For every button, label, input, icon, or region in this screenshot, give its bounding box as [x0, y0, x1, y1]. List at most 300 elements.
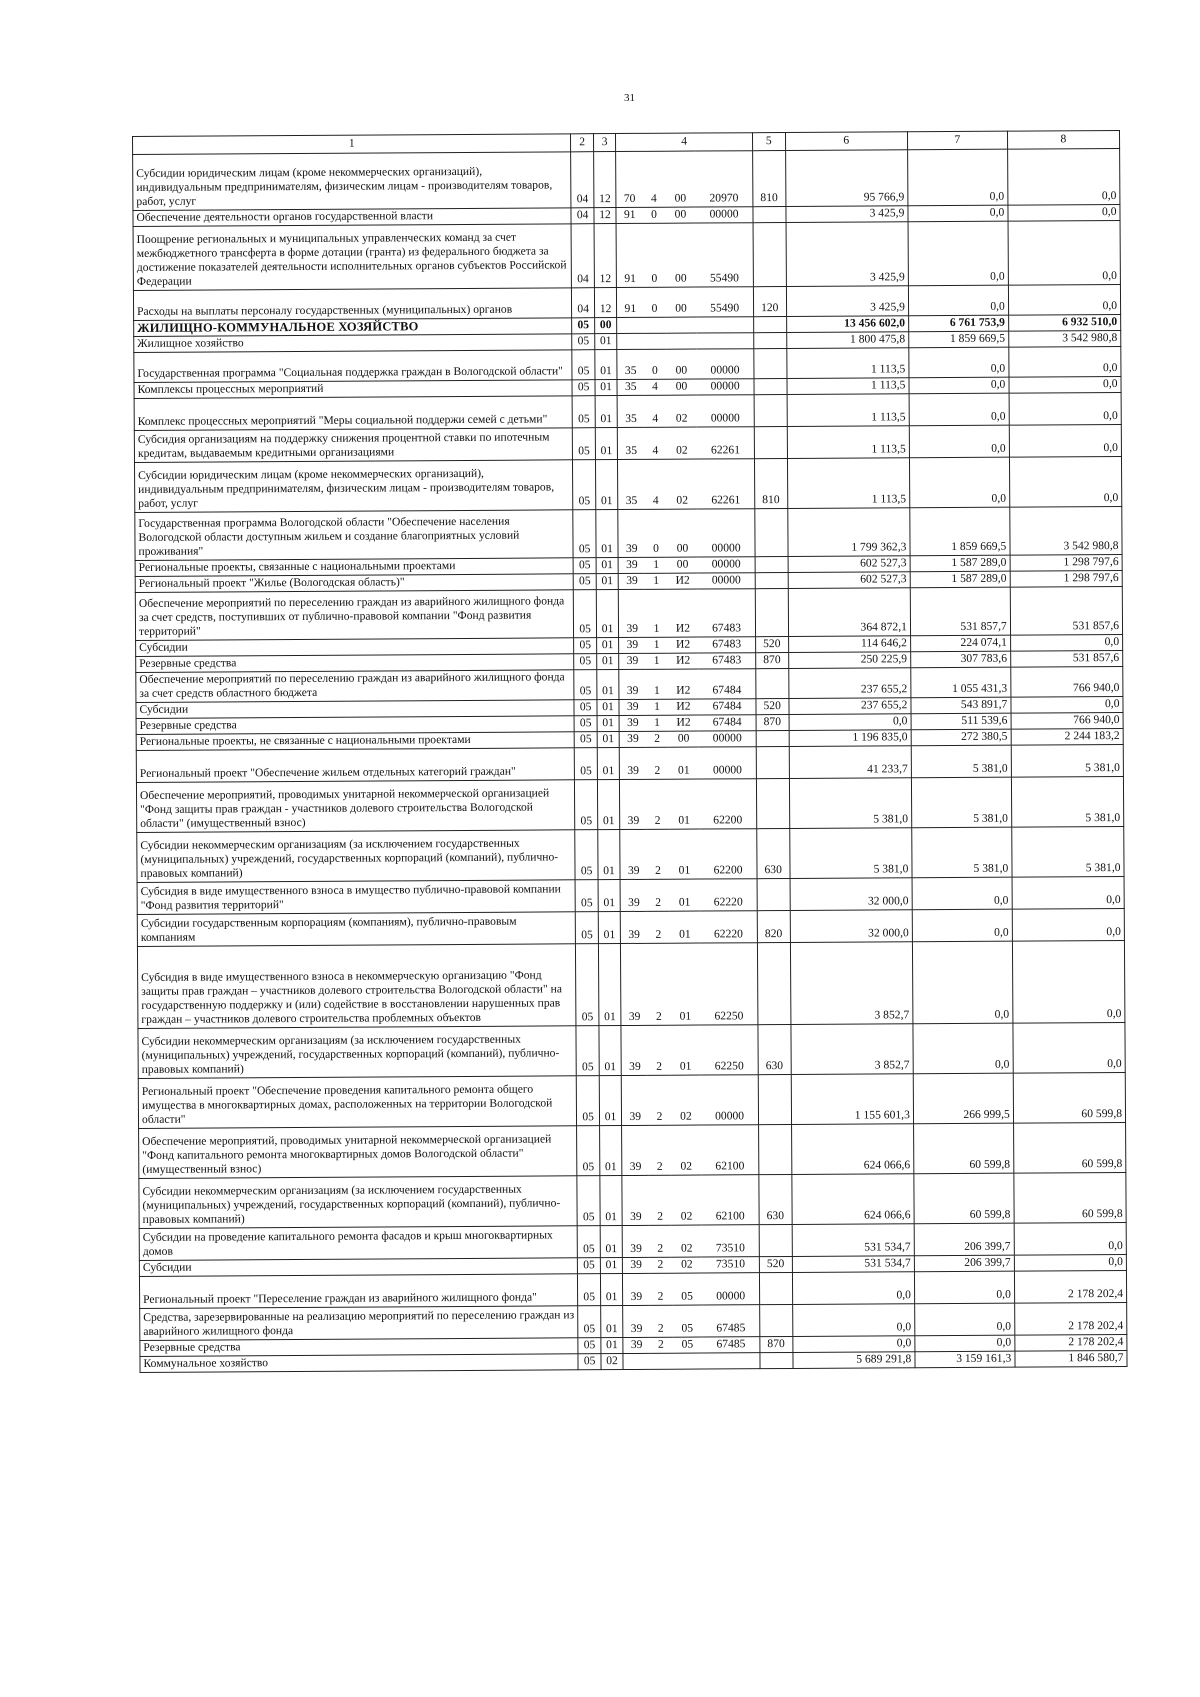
target-code-part-2: 2 — [649, 1305, 672, 1337]
target-code-part-2: 2 — [649, 1273, 672, 1305]
amount-year2-cell: 60 599,8 — [913, 1123, 1013, 1174]
amount-year2-cell: 0,0 — [912, 877, 1012, 910]
amount-year3-cell: 3 542 980,8 — [1008, 330, 1120, 347]
amount-year2-cell: 0,0 — [909, 377, 1009, 394]
header-cell-7: 7 — [907, 131, 1007, 150]
target-code-part-3: 00 — [666, 379, 697, 395]
target-code-part-1: 91 — [617, 287, 644, 317]
target-code-part-1: 35 — [618, 427, 645, 459]
target-code-part-4 — [696, 317, 753, 333]
target-code-part-4: 00000 — [697, 349, 754, 379]
target-code-part-4: 00000 — [697, 379, 754, 395]
amount-year1-cell: 5 381,0 — [789, 828, 912, 879]
target-code-part-4: 62200 — [699, 829, 756, 879]
target-code-part-3: 00 — [667, 557, 698, 573]
target-code-part-3: 05 — [672, 1273, 703, 1305]
row-name-cell: Резервные средства — [140, 1338, 578, 1357]
amount-year1-cell: 1 196 835,0 — [789, 730, 911, 747]
row-name-cell: Обеспечение мероприятий, проводимых унитарной некоммерческой организацией "Фонд капитального ремонта многоквартирных домов Вологодской области" (имущественный взнос) — [139, 1126, 578, 1179]
expense-type-cell: 810 — [752, 151, 785, 207]
table-row — [136, 776, 1123, 832]
amount-year1-cell: 3 852,7 — [790, 942, 913, 1025]
target-code-part-1: 39 — [620, 829, 647, 879]
expense-type-cell — [756, 730, 789, 746]
amount-year1-cell: 3 425,9 — [786, 222, 909, 287]
target-code-part-4: 62220 — [700, 879, 757, 911]
amount-year2-cell: 5 381,0 — [911, 777, 1011, 828]
section-code-cell: 05 — [572, 380, 595, 396]
amount-year1-cell: 1 799 362,3 — [787, 508, 910, 557]
header-cell-5: 5 — [752, 133, 785, 151]
section-code-cell: 05 — [573, 510, 596, 558]
header-cell-6: 6 — [785, 132, 907, 151]
amount-year1-cell: 602 527,3 — [788, 556, 910, 573]
target-code-part-2: 1 — [646, 715, 669, 731]
subsection-code-cell: 01 — [598, 880, 621, 912]
target-code-part-2: 2 — [646, 731, 669, 747]
section-code-cell: 05 — [578, 1274, 601, 1306]
row-name-cell: ЖИЛИЩНО-КОММУНАЛЬНОЕ ХОЗЯЙСТВО — [134, 318, 572, 337]
amount-year1-cell: 32 000,0 — [790, 878, 913, 911]
row-name-cell: Субсидии государственным корпорациям (компаниям), публично-правовым компаниям — [137, 912, 576, 947]
amount-year3-cell: 0,0 — [1008, 220, 1121, 285]
amount-year3-cell: 60 599,8 — [1013, 1122, 1126, 1173]
target-code-part-3: 01 — [669, 779, 700, 829]
section-code-cell: 04 — [571, 224, 594, 288]
expense-type-cell — [755, 557, 788, 573]
target-code-part-2: 2 — [650, 1337, 673, 1353]
subsection-code-cell: 01 — [596, 654, 619, 670]
target-code-part-4: 73510 — [702, 1225, 759, 1257]
table-row — [139, 1172, 1126, 1228]
table-row — [135, 586, 1122, 640]
target-code-part-3: 00 — [668, 731, 699, 747]
amount-year1-cell: 32 000,0 — [790, 910, 913, 943]
target-code-part-4: 00000 — [702, 1273, 759, 1305]
target-code-part-2: 0 — [643, 223, 666, 287]
target-code-part-4: 62250 — [701, 1025, 758, 1075]
subsection-code-cell: 01 — [596, 510, 619, 558]
target-code-part-3: 00 — [665, 207, 696, 223]
target-code-part-3: И2 — [668, 669, 699, 699]
amount-year2-cell: 531 857,7 — [910, 587, 1010, 636]
amount-year3-cell: 0,0 — [1008, 284, 1120, 315]
amount-year2-cell: 272 380,5 — [911, 729, 1011, 746]
expense-type-cell — [756, 669, 789, 699]
amount-year1-cell: 1 113,5 — [787, 426, 910, 459]
section-code-cell: 05 — [578, 1338, 601, 1354]
expense-type-cell — [754, 317, 787, 333]
expense-type-cell — [757, 942, 790, 1024]
row-name-cell: Субсидии — [136, 700, 574, 719]
subsection-code-cell: 01 — [597, 732, 620, 748]
amount-year3-cell: 0,0 — [1007, 148, 1120, 205]
target-code-part-1: 39 — [620, 779, 647, 829]
expense-type-cell: 870 — [756, 715, 789, 731]
amount-year3-cell: 0,0 — [1011, 696, 1123, 713]
target-code-part-3: 01 — [670, 943, 701, 1025]
amount-year2-cell: 206 399,7 — [914, 1255, 1014, 1272]
table-row — [137, 940, 1124, 1028]
target-code-part-2: 1 — [646, 669, 669, 699]
target-code-part-4: 62250 — [700, 943, 758, 1025]
amount-year2-cell: 1 587 289,0 — [910, 555, 1010, 572]
expense-type-cell — [760, 1352, 793, 1368]
amount-year3-cell: 1 846 580,7 — [1015, 1350, 1127, 1367]
target-code-part-1: 39 — [618, 509, 645, 557]
table-row — [139, 1122, 1126, 1178]
header-cell-2: 2 — [571, 134, 594, 152]
amount-year3-cell: 0,0 — [1009, 424, 1121, 457]
subsection-code-cell: 01 — [600, 1258, 623, 1274]
expense-type-cell: 630 — [758, 1024, 791, 1074]
header-cell-3: 3 — [593, 134, 616, 152]
target-code-part-4: 00000 — [701, 1075, 758, 1125]
amount-year2-cell: 1 055 431,3 — [911, 667, 1011, 698]
section-code-cell: 05 — [572, 318, 595, 334]
amount-year3-cell: 766 940,0 — [1011, 712, 1123, 729]
subsection-code-cell: 01 — [595, 334, 618, 350]
expense-type-cell — [754, 333, 787, 349]
target-code-part-4: 20970 — [695, 151, 752, 207]
amount-year2-cell: 3 159 161,3 — [915, 1351, 1015, 1368]
amount-year1-cell: 95 766,9 — [785, 150, 908, 207]
amount-year1-cell: 602 527,3 — [788, 572, 910, 589]
section-code-cell: 05 — [577, 1176, 600, 1226]
target-code-part-2: 2 — [647, 911, 670, 943]
expense-type-cell — [757, 878, 790, 910]
expense-type-cell — [754, 427, 787, 459]
expense-type-cell: 870 — [756, 653, 789, 669]
target-code-part-3: 01 — [668, 747, 699, 779]
section-code-cell: 05 — [578, 1258, 601, 1274]
amount-year2-cell: 0,0 — [908, 205, 1008, 222]
section-code-cell: 05 — [574, 716, 597, 732]
amount-year2-cell: 511 539,6 — [911, 713, 1011, 730]
target-code-part-4: 62100 — [701, 1125, 758, 1175]
target-code-part-2: 4 — [642, 151, 665, 207]
target-code-part-4: 55490 — [696, 223, 754, 287]
section-code-cell: 05 — [575, 732, 598, 748]
target-code-part-1: 35 — [617, 395, 644, 427]
target-code-part-2: 2 — [646, 779, 669, 829]
section-code-cell: 05 — [572, 350, 595, 380]
subsection-code-cell: 01 — [598, 912, 621, 944]
amount-year3-cell: 0,0 — [1009, 346, 1121, 377]
table-row — [135, 506, 1122, 560]
target-code-part-2: 0 — [644, 349, 667, 379]
row-name-cell: Государственная программа Вологодской области "Обеспечение населения Вологодской области доступным жильем и создание благоприятных условий проживания" — [135, 510, 574, 561]
target-code-part-4: 00000 — [698, 557, 755, 573]
amount-year2-cell: 1 859 669,5 — [910, 507, 1010, 556]
target-code-part-1: 91 — [616, 223, 643, 287]
expense-type-cell — [755, 589, 788, 637]
row-name-cell: Субсидии некоммерческим организациям (за исключением государственных (муниципальных) учреждений, государственных корпораций (компаний), публично-правовых компаний) — [139, 1176, 578, 1229]
target-code-part-4: 55490 — [696, 287, 753, 317]
target-code-part-2: 2 — [648, 1075, 671, 1125]
target-code-part-4: 00000 — [697, 395, 754, 427]
target-code-part-4 — [696, 333, 753, 349]
target-code-part-3: И2 — [667, 573, 698, 589]
amount-year3-cell: 5 381,0 — [1011, 744, 1123, 777]
section-code-cell: 05 — [575, 880, 598, 912]
amount-year1-cell: 531 534,7 — [792, 1256, 914, 1273]
subsection-code-cell: 01 — [599, 1076, 622, 1126]
target-code-part-2: 2 — [649, 1175, 672, 1225]
amount-year2-cell: 1 859 669,5 — [909, 331, 1009, 348]
expense-type-cell: 630 — [759, 1174, 792, 1224]
expense-type-cell — [760, 1304, 793, 1336]
target-code-part-3: 01 — [670, 1025, 701, 1075]
amount-year3-cell: 1 298 797,6 — [1010, 554, 1122, 571]
row-name-cell: Средства, зарезервированные на реализацию мероприятий по переселению граждан из аварийного жилищного фонда — [140, 1306, 579, 1341]
row-name-cell: Обеспечение деятельности органов государственной власти — [133, 208, 571, 227]
budget-table — [132, 130, 1128, 1373]
amount-year3-cell: 2 178 202,4 — [1015, 1334, 1127, 1351]
target-code-part-4: 67483 — [698, 589, 755, 637]
amount-year2-cell: 5 381,0 — [911, 745, 1011, 778]
amount-year3-cell: 531 857,6 — [1010, 586, 1123, 635]
target-code-part-1: 39 — [622, 1125, 649, 1175]
row-name-cell: Субсидии — [139, 1258, 577, 1277]
target-code-part-4: 00000 — [696, 207, 753, 223]
subsection-code-cell: 00 — [594, 318, 617, 334]
amount-year1-cell: 3 425,9 — [785, 206, 907, 223]
row-name-cell: Коммунальное хозяйство — [140, 1354, 578, 1373]
expense-type-cell — [758, 1074, 791, 1124]
section-code-cell: 05 — [573, 558, 596, 574]
target-code-part-1: 39 — [619, 637, 646, 653]
target-code-part-3: 02 — [666, 427, 697, 459]
amount-year1-cell: 0,0 — [789, 714, 911, 731]
amount-year1-cell: 114 646,2 — [788, 636, 910, 653]
target-code-part-3 — [672, 1353, 703, 1369]
amount-year3-cell: 60 599,8 — [1014, 1172, 1127, 1223]
budget-table-wrapper — [132, 130, 1128, 1373]
subsection-code-cell: 12 — [593, 152, 616, 208]
row-name-cell: Обеспечение мероприятий по переселению граждан из аварийного жилищного фонда за счет средств, поступивших от публично-правовой компании "Фонд развития территорий" — [135, 590, 574, 641]
amount-year1-cell: 624 066,6 — [791, 1174, 914, 1225]
amount-year3-cell: 531 857,6 — [1010, 650, 1122, 667]
amount-year1-cell: 1 113,5 — [787, 394, 910, 427]
amount-year2-cell: 224 074,1 — [910, 635, 1010, 652]
target-code-part-1: 39 — [619, 653, 646, 669]
section-code-cell: 05 — [576, 912, 599, 944]
table-row — [138, 1022, 1125, 1078]
amount-year2-cell: 6 761 753,9 — [908, 315, 1008, 332]
target-code-part-1: 39 — [620, 879, 647, 911]
subsection-code-cell: 01 — [597, 700, 620, 716]
target-code-part-1: 39 — [623, 1337, 650, 1353]
row-name-cell: Субсидия в виде имущественного взноса в имущество публично-правовой компании "Фонд развития территорий" — [137, 880, 576, 915]
section-code-cell: 04 — [572, 288, 595, 318]
target-code-part-2: 2 — [648, 1125, 671, 1175]
expense-type-cell — [756, 746, 789, 778]
section-code-cell: 05 — [575, 830, 598, 880]
target-code-part-1: 39 — [618, 573, 645, 589]
target-code-part-4: 00000 — [699, 747, 756, 779]
subsection-code-cell: 01 — [595, 460, 618, 510]
amount-year3-cell: 1 298 797,6 — [1010, 570, 1122, 587]
target-code-part-1 — [617, 317, 644, 333]
amount-year3-cell: 6 932 510,0 — [1008, 314, 1120, 331]
target-code-part-1: 35 — [617, 379, 644, 395]
target-code-part-1: 39 — [621, 943, 648, 1025]
row-name-cell: Субсидии некоммерческим организациям (за исключением государственных (муниципальных) учреждений, государственных корпораций (компаний), публично-правовых компаний) — [137, 830, 576, 883]
section-code-cell: 05 — [573, 396, 596, 428]
subsection-code-cell: 01 — [597, 716, 620, 732]
target-code-part-1: 39 — [623, 1305, 650, 1337]
row-name-cell: Жилищное хозяйство — [134, 334, 572, 353]
section-code-cell: 05 — [574, 574, 597, 590]
amount-year2-cell: 0,0 — [915, 1303, 1015, 1336]
expense-type-cell: 520 — [756, 699, 789, 715]
target-code-part-1: 39 — [619, 699, 646, 715]
target-code-part-2: 1 — [645, 637, 668, 653]
target-code-part-2: 4 — [644, 427, 667, 459]
expense-type-cell — [755, 509, 788, 557]
section-code-cell: 05 — [578, 1226, 601, 1258]
target-code-part-3: 02 — [666, 395, 697, 427]
expense-type-cell: 120 — [753, 287, 786, 317]
subsection-code-cell: 01 — [599, 1126, 622, 1176]
target-code-part-1: 35 — [617, 349, 644, 379]
expense-type-cell — [759, 1224, 792, 1256]
target-code-part-3: 02 — [671, 1125, 702, 1175]
section-code-cell: 05 — [575, 748, 598, 780]
target-code-part-4 — [703, 1353, 760, 1369]
expense-type-cell — [756, 778, 789, 828]
target-code-part-1: 39 — [619, 715, 646, 731]
target-code-part-3: И2 — [668, 637, 699, 653]
header-cell-1: 1 — [133, 134, 572, 155]
section-code-cell: 04 — [571, 208, 594, 224]
amount-year3-cell: 0,0 — [1008, 204, 1120, 221]
section-code-cell: 05 — [574, 654, 597, 670]
target-code-part-3: 00 — [665, 223, 696, 287]
target-code-part-4: 67484 — [699, 669, 756, 699]
amount-year3-cell: 0,0 — [1012, 876, 1124, 909]
subsection-code-cell: 01 — [600, 1226, 623, 1258]
amount-year2-cell: 0,0 — [907, 149, 1007, 206]
amount-year1-cell: 3 852,7 — [790, 1024, 913, 1075]
amount-year2-cell: 0,0 — [915, 1335, 1015, 1352]
target-code-part-1: 39 — [620, 911, 647, 943]
target-code-part-4: 67485 — [702, 1305, 759, 1337]
target-code-part-1: 35 — [618, 459, 645, 509]
amount-year2-cell: 0,0 — [909, 457, 1009, 508]
expense-type-cell — [754, 349, 787, 379]
target-code-part-3 — [666, 317, 697, 333]
target-code-part-3: 02 — [671, 1225, 702, 1257]
amount-year3-cell: 3 542 980,8 — [1010, 506, 1123, 555]
row-name-cell: Региональные проекты, не связанные с национальными проектами — [136, 732, 574, 751]
target-code-part-3: 00 — [665, 151, 696, 207]
amount-year3-cell: 0,0 — [1013, 1022, 1126, 1073]
expense-type-cell — [758, 1124, 791, 1174]
table-row — [133, 220, 1120, 290]
subsection-code-cell: 01 — [598, 830, 621, 880]
target-code-part-4: 00000 — [698, 573, 755, 589]
amount-year3-cell: 0,0 — [1014, 1222, 1126, 1255]
amount-year1-cell: 3 425,9 — [786, 286, 909, 317]
target-code-part-1: 39 — [623, 1273, 650, 1305]
row-name-cell: Региональный проект "Обеспечение жильем отдельных категорий граждан" — [136, 748, 575, 783]
amount-year2-cell: 307 783,6 — [911, 651, 1011, 668]
amount-year2-cell: 0,0 — [908, 221, 1008, 286]
amount-year1-cell: 41 233,7 — [789, 746, 912, 779]
target-code-part-4: 00000 — [699, 731, 756, 747]
target-code-part-2: 2 — [647, 943, 670, 1025]
target-code-part-1: 39 — [619, 669, 646, 699]
amount-year3-cell: 766 940,0 — [1011, 666, 1123, 697]
row-name-cell: Субсидии юридическим лицам (кроме некоммерческих организаций), индивидуальным предпринимателям, физическим лицам - производителям товаров, работ, услуг — [133, 152, 572, 211]
target-code-part-2: 2 — [646, 747, 669, 779]
amount-year2-cell: 543 891,7 — [911, 697, 1011, 714]
expense-type-cell — [753, 207, 786, 223]
subsection-code-cell: 01 — [595, 350, 618, 380]
target-code-part-3: 01 — [669, 879, 700, 911]
target-code-part-2: 4 — [644, 459, 667, 509]
target-code-part-3: И2 — [668, 699, 699, 715]
amount-year2-cell: 266 999,5 — [913, 1073, 1013, 1124]
target-code-part-2: 0 — [643, 207, 666, 223]
header-cell-4: 4 — [616, 133, 753, 152]
amount-year1-cell: 1 800 475,8 — [786, 332, 908, 349]
target-code-part-3: 05 — [672, 1337, 703, 1353]
row-name-cell: Субсидии юридическим лицам (кроме некоммерческих организаций), индивидуальным предпринимателям, физическим лицам - производителям товаров, работ, услуг — [134, 460, 573, 513]
target-code-part-2: 1 — [645, 573, 668, 589]
amount-year1-cell: 237 655,2 — [788, 668, 911, 699]
row-name-cell: Расходы на выплаты персоналу государственных (муниципальных) органов — [133, 288, 572, 321]
target-code-part-4: 67483 — [698, 637, 755, 653]
subsection-code-cell: 01 — [600, 1274, 623, 1306]
amount-year1-cell: 1 113,5 — [787, 378, 909, 395]
table-row — [134, 456, 1121, 512]
target-code-part-3: 05 — [672, 1305, 703, 1337]
amount-year3-cell: 0,0 — [1009, 392, 1121, 425]
amount-year2-cell: 0,0 — [909, 393, 1009, 426]
amount-year1-cell: 1 155 601,3 — [791, 1074, 914, 1125]
section-code-cell: 04 — [571, 152, 594, 208]
target-code-part-1: 39 — [619, 589, 646, 637]
target-code-part-3: 02 — [671, 1175, 702, 1225]
amount-year3-cell: 0,0 — [1012, 908, 1124, 941]
amount-year1-cell: 250 225,9 — [788, 652, 910, 669]
subsection-code-cell: 02 — [601, 1354, 624, 1370]
amount-year1-cell: 0,0 — [792, 1272, 915, 1305]
subsection-code-cell: 01 — [600, 1176, 623, 1226]
amount-year3-cell: 60 599,8 — [1013, 1072, 1126, 1123]
amount-year3-cell: 0,0 — [1009, 456, 1122, 507]
target-code-part-2 — [643, 317, 666, 333]
table-row — [137, 826, 1124, 882]
amount-year3-cell: 2 178 202,4 — [1014, 1302, 1126, 1335]
target-code-part-1 — [617, 333, 644, 349]
row-name-cell: Субсидия в виде имущественного взноса в некоммерческую организацию "Фонд защиты прав граждан – участников долевого строительства Вологодской области" на государственную поддержку и (или) содействие в восстановлении нарушенных прав граждан – участников долевого строительства проблемных объектов — [137, 944, 576, 1029]
expense-type-cell — [754, 379, 787, 395]
section-code-cell: 05 — [578, 1306, 601, 1338]
target-code-part-4: 62220 — [700, 911, 757, 943]
amount-year3-cell: 5 381,0 — [1012, 826, 1125, 877]
target-code-part-3: 02 — [667, 459, 698, 509]
target-code-part-4: 67484 — [699, 699, 756, 715]
target-code-part-1: 70 — [616, 151, 643, 207]
row-name-cell: Региональный проект "Переселение граждан из аварийного жилищного фонда" — [139, 1274, 578, 1309]
target-code-part-2: 2 — [648, 1025, 671, 1075]
section-code-cell: 05 — [576, 944, 599, 1026]
page-number: 31 — [624, 92, 635, 104]
